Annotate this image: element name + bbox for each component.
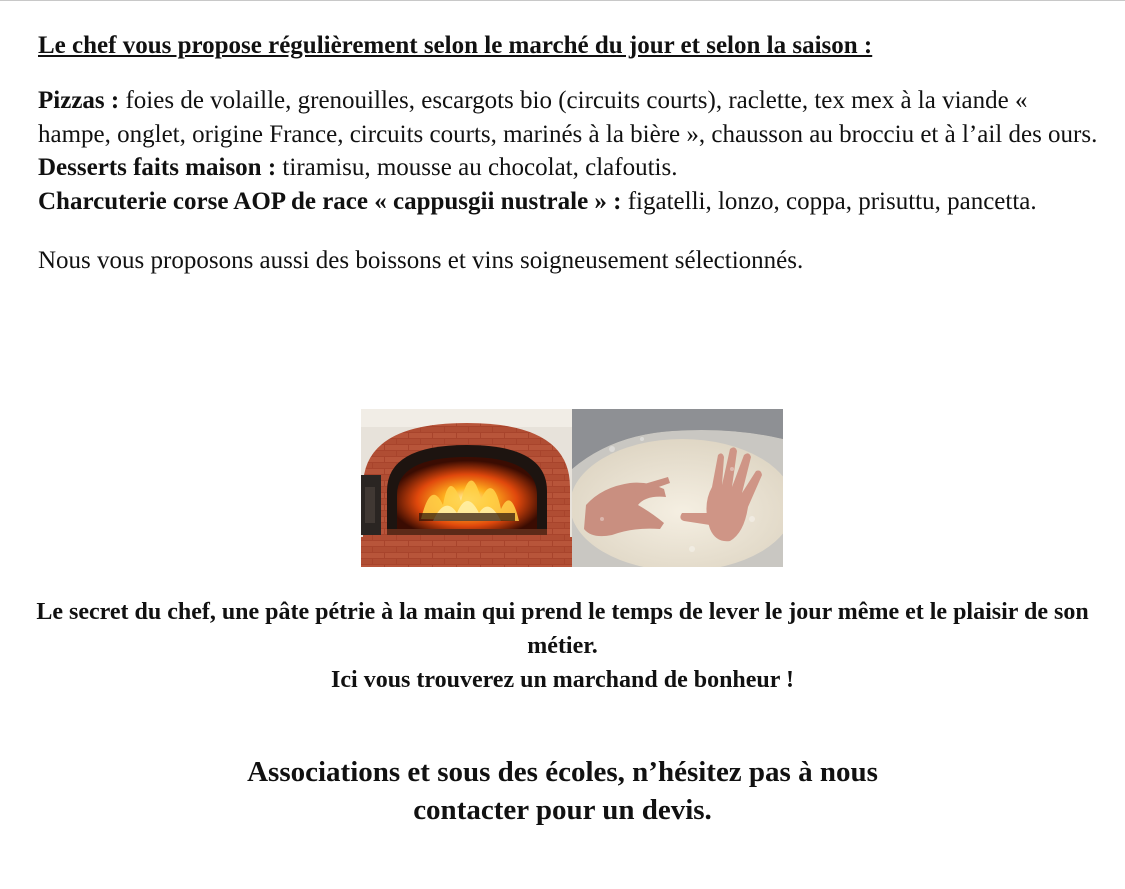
specials-list [38,84,1098,218]
drinks-paragraph: Nous vous proposons aussi des boissons et vins soigneusement sélectionnés. [38,247,804,274]
menu-section [38,28,1098,278]
charcuterie-paragraph [38,185,1098,219]
wood-fired-oven-photo [361,409,572,567]
pizzas-label: Pizzas : [38,87,120,114]
pizzas-paragraph [38,84,1098,151]
dough-kneading-photo [572,409,783,567]
chef-secret-line-1: Le secret du chef, une pâte pétrie à la main qui prend le temps de lever le jour même et le plaisir de son métier. [36,599,1089,659]
associations-notice [0,753,1125,829]
charcuterie-text: figatelli, lonzo, coppa, prisuttu, pancetta. [621,187,1037,215]
desserts-label: Desserts faits maison : [38,154,277,181]
chef-secret-line-2: Ici vous trouverez un marchand de bonheur ! [331,667,794,693]
charcuterie-label: Charcuterie corse AOP de race « cappusgii nustrale » : [38,187,622,215]
associations-text: Associations et sous des écoles, n’hésitez pas à nous contacter pour un devis. [247,756,878,826]
desserts-text: tiramisu, mousse au chocolat, clafoutis. [276,154,678,181]
chef-secret-block [0,595,1125,697]
pizzas-text: foies de volaille, grenouilles, escargots bio (circuits courts), raclette, tex mex à la viande « hampe, onglet, origine France, circuits courts, marinés à la bière », chausson au brocciu et à l’ail des ours. [38,87,1098,148]
top-divider [0,0,1125,1]
photo-strip [361,409,783,567]
section-heading: Le chef vous propose régulièrement selon le marché du jour et selon la saison : [38,32,873,59]
desserts-paragraph [38,151,1098,185]
